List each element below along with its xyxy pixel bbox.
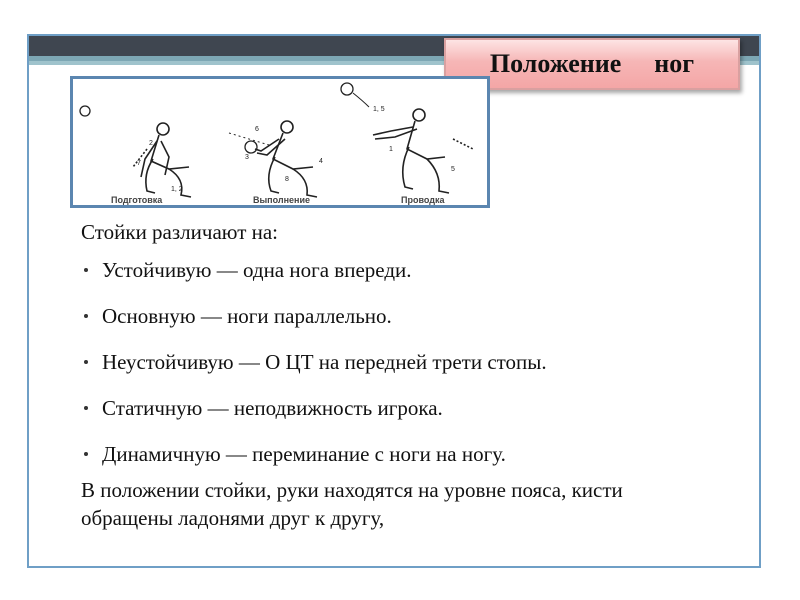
- list-item: [81, 440, 701, 468]
- figure-number: 4: [319, 158, 323, 165]
- intro-text: Стойки различают на:: [81, 220, 279, 244]
- list-item-text: Устойчивую — одна нога впереди.: [102, 258, 412, 282]
- bullet-icon: [84, 360, 88, 364]
- list-item-text: Статичную — неподвижность игрока.: [102, 396, 443, 420]
- list-item-text: Динамичную — переминание с ноги на ногу.: [102, 442, 506, 466]
- figure-number: 2: [149, 140, 153, 147]
- stance-list: [81, 256, 701, 468]
- ball-icon: [245, 141, 257, 153]
- list-item: [81, 302, 701, 330]
- volleyball-illustration: [73, 79, 487, 205]
- figure-number: 3: [245, 154, 249, 161]
- bullet-icon: [84, 406, 88, 410]
- body-paragraph: В положении стойки, руки находятся на уровне пояса, кисти обращены ладонями друг к другу,: [81, 478, 623, 530]
- figure-number: 7: [137, 160, 141, 167]
- slide-title-text: Положение ног: [489, 49, 695, 78]
- ball-icon: [341, 83, 353, 95]
- caption-execution: Выполнение: [253, 195, 311, 205]
- list-item: [81, 394, 701, 422]
- caption-preparation: Подготовка: [111, 195, 163, 205]
- slide-content: [81, 218, 701, 532]
- trajectory-line: [229, 133, 269, 145]
- figure-number: 1, 2: [171, 186, 183, 193]
- list-item: [81, 348, 701, 376]
- figure-number: 6: [255, 126, 259, 133]
- list-item-text: Неустойчивую — О ЦТ на передней трети стопы.: [102, 350, 547, 374]
- player-figure-follow-through: [373, 109, 473, 193]
- volleyball-figure: [70, 76, 490, 208]
- figure-number: 8: [285, 176, 289, 183]
- figure-number: 5: [451, 166, 455, 173]
- caption-follow-through: Проводка: [401, 195, 445, 205]
- list-item: [81, 256, 701, 284]
- list-item-text: Основную — ноги параллельно.: [102, 304, 392, 328]
- trajectory-line: [353, 93, 369, 107]
- ball-icon: [80, 106, 90, 116]
- player-figure-execution: [255, 121, 317, 197]
- figure-number: 1: [389, 146, 393, 153]
- bullet-icon: [84, 268, 88, 272]
- bullet-icon: [84, 452, 88, 456]
- bullet-icon: [84, 314, 88, 318]
- figure-number: 1, 5: [373, 106, 385, 113]
